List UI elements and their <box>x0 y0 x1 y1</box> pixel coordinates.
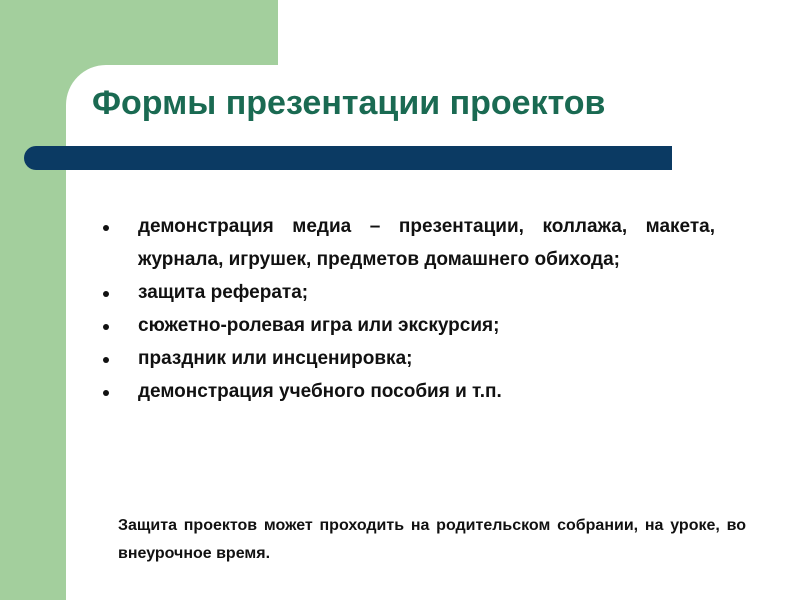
bullet-dot-icon <box>103 225 109 231</box>
bullet-list <box>103 210 715 408</box>
bullet-text: сюжетно-ролевая игра или экскурсия; <box>138 315 500 336</box>
bullet-text: демонстрация медиа – презентации, коллажа, макета, журнала, игрушек, предметов домашнего обихода; <box>138 216 715 270</box>
bullet-item <box>103 342 715 375</box>
bullet-text: защита реферата; <box>138 282 309 303</box>
bullet-text: демонстрация учебного пособия и т.п. <box>138 381 502 402</box>
bullet-dot-icon <box>103 357 109 363</box>
title-underline-bar <box>24 146 672 170</box>
bullet-item <box>103 375 715 408</box>
footnote-text: Защита проектов может проходить на родительском собрании, на уроке, во внеурочное время. <box>118 517 746 562</box>
bullet-item <box>103 309 715 342</box>
bullet-dot-icon <box>103 390 109 396</box>
bullet-item <box>103 210 715 276</box>
bullet-item <box>103 276 715 309</box>
bullet-text: праздник или инсценировка; <box>138 348 413 369</box>
bullet-dot-icon <box>103 291 109 297</box>
bullet-dot-icon <box>103 324 109 330</box>
slide-title: Формы презентации проектов <box>92 84 606 122</box>
